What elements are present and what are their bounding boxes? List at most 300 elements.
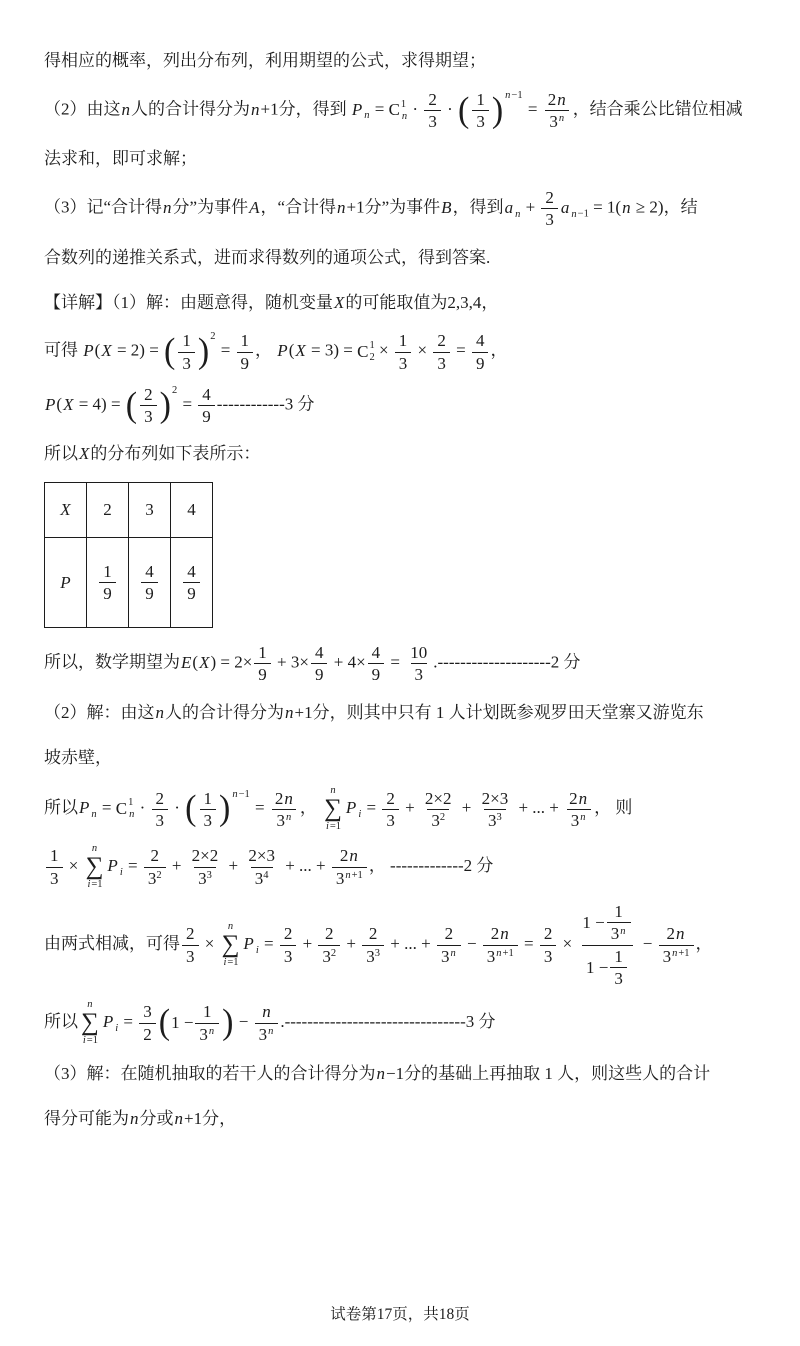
math-variable: n [345,869,351,881]
math-fraction [395,330,412,374]
math-variable: n [129,809,135,821]
math-variable: n [251,99,260,119]
math-variable: P [107,856,118,876]
math-fraction [46,845,63,889]
math-fraction [478,788,513,832]
left-paren: ( [158,1003,171,1042]
math-base: 3 [147,868,157,888]
math-variable: P [79,798,90,818]
math-base: 3 [662,946,672,966]
math-fraction [141,561,158,605]
math-numerator: 1 [182,331,191,351]
math-paren-content [198,788,219,832]
math-variable: n [262,1002,271,1022]
math-variable: X [199,652,210,672]
math-base [106,856,118,875]
math-scripts [431,810,445,831]
math-superscript: 1 [128,797,134,809]
math-fraction [540,923,557,967]
left-paren: ( [185,789,197,829]
math-scripts [441,946,457,967]
math-base [351,100,363,119]
math-numerator: 2 n [569,788,588,808]
math-fraction [271,788,298,832]
math-numerator: 2 [386,788,395,808]
math-variable: n [208,1025,215,1037]
math-superscript: 1 [369,340,375,352]
math-variable: X [101,341,112,361]
math-fraction [195,1001,219,1045]
math-numerator: 1 [203,1002,212,1022]
math-fraction [368,642,385,686]
math-numerator: 2 [155,788,164,808]
math-fraction [198,384,215,428]
math-base: C [115,798,128,818]
math-scripts [102,1012,119,1034]
math-denominator [567,809,591,831]
math-base: 3 [258,1024,268,1044]
math-script-column [369,340,374,364]
math-fraction [607,901,631,945]
math-base: 3 [440,946,450,966]
math-variable: B [441,197,452,217]
cell-x-value-4: 4 [171,483,213,538]
math-variable: i [115,1022,119,1034]
math-base: 3 [610,924,620,944]
math-denominator: 3 [200,809,217,831]
math-exponent: 2 [171,384,178,396]
math-subscript [90,809,97,820]
math-numerator: 2 n [666,924,685,944]
math-variable: n [620,925,626,937]
math-denominator: 2 [139,1023,156,1045]
math-numerator: 4 [314,643,324,663]
math-variable: P [102,1012,114,1031]
math-scripts [242,934,259,956]
cell-x-label [45,483,87,538]
math-numerator: 2 n [547,89,566,109]
math-scripts [345,798,362,820]
math-subscript: 2 [369,352,375,364]
math-fraction [280,923,297,967]
math-base: 3 [322,946,331,966]
math-scripts [560,197,589,220]
math-scripts [116,792,136,827]
math-base: 3 [199,1024,208,1044]
math-fraction [659,923,694,967]
math-denominator: 9 [141,582,158,604]
math-fraction [99,561,116,605]
math-superscript: 3 [374,947,381,959]
math-fraction [318,923,340,967]
page-footer: 试卷第17页，共18页 [330,1306,470,1323]
math-superscript [579,812,586,823]
math-subscript [514,209,521,220]
math-scripts [259,1024,275,1045]
math-numerator: 4 [187,561,196,581]
math-denominator [659,945,694,967]
math-sum-lower-limit: i=1 [325,821,342,833]
math-subscript [357,809,362,820]
math-variable: n [91,843,98,855]
math-variable: n [337,197,346,217]
math-paren-group [164,330,215,374]
para-analysis-part1-end: 得相应的概率，列出分布列，利用期望的公式，求得期望； [44,51,486,70]
math-variable: n [515,208,521,220]
math-variable: P [345,798,357,818]
math-fraction [182,923,199,967]
math-variable: i [82,1034,86,1046]
math-denominator [437,945,461,967]
math-variable: P [243,934,254,954]
math-subscript [114,1023,119,1034]
math-variable: n [268,1025,274,1037]
math-numerator: 2 [437,331,446,351]
math-base [345,798,357,817]
math-scripts [571,810,587,831]
math-paren-group [126,384,177,428]
cell-x-value-2: 2 [87,483,129,538]
math-variable: n [364,110,370,122]
sigma-symbol: ∑ [85,853,104,881]
math-numerator: 2 [325,924,334,944]
math-denominator: 3 [395,352,412,374]
math-fraction [433,330,450,374]
para-pn-and-sum: 所以P $_n$ = C 1 n · $\frac{2}{3}$ · ( $\frac{1}{3}$ ) n−1 = 2 n 3$^n$ ， n ∑ i=1 P $_i$ = $\frac{2}{3}$ + $\frac{2\times 2}{3^2}$ + $\frac{2\times 3}{3^3}$ + ... + 2 n 3$^n$ ， 则 [44,785,633,833]
right-paren: ) [219,789,231,829]
math-fraction [437,923,461,967]
math-numerator: 2 [186,924,195,944]
math-subscript [363,110,370,121]
math-denominator [427,809,449,831]
math-denominator: 3 [433,352,450,374]
math-base: C [357,341,369,361]
math-summation [81,999,99,1047]
math-variable: n [330,785,336,797]
math-numerator: 2 [545,188,554,208]
math-variable: n [130,1108,139,1128]
math-fraction [472,89,489,133]
math-fraction [152,788,169,832]
math-denominator: 3 [541,208,558,230]
math-paren-content [176,330,197,374]
para-analysis-part3: （3）记“合计得n分”为事件A，“合计得n+1分”为事件B，得到a $_n$ + $\frac{2}{3}$ a $_{n-1}$ = 1(n ≥ 2)，结 [44,188,698,230]
math-base: 3 [254,868,264,888]
math-denominator [545,110,569,132]
math-scripts [78,798,98,820]
math-base [560,198,571,217]
math-denominator: 9 [254,663,271,685]
para-expectation: 所以，数学期望为E(X) = 2× $\frac{1}{9}$ + 3× $\frac{4}{9}$ + 4× $\frac{4}{9}$ = $\frac{10}{3}$ .--------------------2 分 [44,643,581,685]
math-superscript [267,1026,274,1037]
right-paren: ) [222,1003,234,1042]
math-base: C [388,100,400,120]
para-subtract: 由两式相减，可得 $\frac{2}{3}$ × n ∑ i=1 P $_i$ = $\frac{2}{3}$ + $\frac{2}{3^2}$ + $\frac{2}{3^3}$ + ... + $\frac{2}{3^n}$ − 2 n $3^{n+1}$ = $\frac{2}{3}$ × 1 − $\frac{1}{3^n}$ 1 − $\frac{1}{3}$ − 2 n $3^{n+1}$ ， [44,902,713,988]
math-fraction [178,330,195,374]
math-numerator: 4 [371,643,381,663]
table-row-p [45,538,213,628]
math-fraction [200,788,217,832]
math-superscript [285,812,292,823]
math-fraction [254,642,271,686]
math-variable: n [505,89,511,101]
sigma-symbol: ∑ [221,931,240,959]
cell-p-value-3 [129,538,171,628]
math-variable: n [558,113,565,125]
math-fraction [255,1001,279,1045]
cell-p-label [45,538,87,628]
math-base [242,934,254,953]
para-analysis-part2-cont: 法求和，即可求解； [44,149,197,169]
math-denominator [251,867,273,889]
math-fraction [472,330,489,374]
math-numerator: 2×2 [424,788,452,808]
math-variable: n [401,110,408,122]
math-numerator: 2 [428,89,437,109]
math-scripts [549,111,565,132]
math-numerator: 2 [444,924,454,944]
math-denominator: 9 [183,582,200,604]
math-variable: n [676,924,685,944]
math-numerator: 1 [476,89,485,109]
math-script-column [128,797,135,821]
math-variable: P [277,341,288,361]
math-base [504,198,515,217]
math-numerator: 1 [203,788,212,808]
math-scripts [611,923,627,944]
math-denominator: 3 [178,352,195,374]
math-scripts [276,810,292,831]
math-scripts [198,868,212,889]
math-variable: n [174,1108,183,1128]
math-summation [86,843,104,891]
math-variable: n [285,702,294,722]
math-numerator: 2 n [339,846,358,866]
math-denominator: 9 [368,663,385,685]
math-base: 3 [366,946,375,966]
math-denominator: 3 [46,867,63,889]
math-scripts [663,946,690,967]
math-subscript [119,867,124,878]
math-base: 3 [276,810,285,830]
math-scripts [148,868,162,889]
math-summation [324,785,342,833]
math-fraction [406,642,431,686]
math-fraction [565,788,592,832]
left-paren: ( [164,332,176,372]
math-superscript: 3 [496,812,502,824]
math-superscript: n+1 [672,947,690,959]
math-variable: n [622,197,631,217]
para-part3-cont: 得分可能为n分或n+1分， [44,1108,237,1128]
math-variable: i [223,957,227,969]
math-scripts [389,93,409,128]
math-variable: A [249,197,260,217]
math-summation [222,921,240,969]
math-variable: n [155,702,164,722]
math-fraction [382,788,399,832]
math-variable: a [560,197,570,217]
math-numerator: 4 [475,331,485,351]
para-detail-px2-px3: 可得 P(X = 2) = ( $\frac{1}{3}$ ) 2 = $\frac{1}{9}$ ， P(X = 3) = C 1 2 × $\frac{1}{3}$ × $\frac{2}{3}$ = $\frac{4}{9}$ ， [44,331,508,373]
math-numerator: 1 [258,643,267,663]
math-scripts [357,335,375,370]
math-paren-group [185,788,250,832]
math-variable: X [60,500,71,520]
math-numerator: 10 [410,643,428,663]
math-paren-content [470,89,491,133]
math-variable: P [351,99,363,119]
table-row-x [45,483,213,538]
cell-x-value-3: 3 [129,483,171,538]
math-exponent: n−1 [232,788,250,800]
math-paren-content: 1 − $\frac{1}{3^n}$ [171,1001,221,1045]
math-denominator: 3 [472,110,489,132]
math-superscript: 1 [400,98,407,110]
math-variable: i [255,944,259,956]
para-sum-result: 所以 n ∑ i=1 P $_i$ = $\frac{3}{2}$ ( 1 − $\frac{1}{3^n}$ ) − $\frac{n}{3^n}$ .--------------------------------3 分 [44,999,496,1046]
math-variable: n [91,808,97,820]
para-table-intro: 所以X的分布列如下表所示： [44,444,261,464]
math-scripts [322,946,336,967]
sigma-symbol: ∑ [324,795,342,823]
math-numerator: 1 [240,331,250,351]
math-scripts [366,946,380,967]
math-script-column [401,99,408,123]
math-denominator: 9 [311,663,328,685]
math-variable: X [334,292,345,312]
math-sum-lower-limit: i=1 [223,957,239,969]
math-numerator: 2 [368,924,378,944]
math-base: 3 [431,810,440,830]
math-fraction [188,845,223,889]
math-numerator: 2 n [490,924,509,944]
math-numerator: 2 [543,924,553,944]
math-numerator: 4 [202,384,211,404]
math-denominator: 3 [424,110,441,132]
math-denominator: 1 − $\frac{1}{3}$ [582,945,633,990]
math-superscript [208,1026,215,1037]
math-denominator: 3 [610,967,627,989]
cell-p-value-4 [171,538,213,628]
math-variable: i [119,866,123,878]
para-part2-intro-cont: 坡赤壁， [44,747,112,767]
math-base: 3 [486,946,496,966]
para-part3-intro: （3）解：在随机抽取的若干人的合计得分为n−1分的基础上再抽取 1 人，则这些人的合计 [44,1064,711,1084]
math-scripts [255,868,269,889]
math-subscript [401,111,408,123]
math-variable: E [181,652,192,672]
math-numerator: 3 [143,1002,152,1022]
math-fraction [610,946,627,990]
math-fraction [237,330,254,374]
para-part2-intro: （2）解：由这n人的合计得分为n+1分，则其中只有 1 人计划既参观罗田天堂寨又游览东 [44,702,704,722]
math-fraction [362,923,384,967]
math-superscript [449,948,456,959]
math-scripts [487,946,514,967]
math-paren-group [458,89,523,133]
para-analysis-part2: （2）由这n人的合计得分为n+1分，得到 P $_n$ = C 1 n · $\frac{2}{3}$ · ( $\frac{1}{3}$ ) n−1 = 2 n 3$^n$ ，结合乘公比错位相减 [44,89,743,132]
math-variable: n [672,947,678,959]
math-subscript [255,945,260,956]
math-denominator [318,945,340,967]
math-denominator: 3 [411,663,428,685]
math-fraction [183,561,200,605]
math-numerator: 1 [398,331,408,351]
math-denominator: 9 [237,352,254,374]
math-fraction [332,845,367,889]
para-one-third-sum: $\frac{1}{3}$ × n ∑ i=1 P $_i$ = $\frac{2}{3^2}$ + $\frac{2\times 2}{3^3}$ + $\frac{2\times 3}{3^4}$ + ... + 2 n $3^{n+1}$ ， -------------2 分 [44,843,756,891]
math-superscript: 2 [439,812,446,824]
para-analysis-part3-cont: 合数列的递推关系式，进而求得数列的通项公式，得到答案. [44,247,491,267]
math-superscript: 2 [156,869,162,881]
math-denominator [484,809,506,831]
math-variable: n [121,99,130,119]
math-denominator: 9 [198,405,215,427]
math-numerator: 2×3 [481,788,509,808]
math-sum-lower-limit: i=1 [82,1034,98,1046]
math-base: 3 [570,810,580,830]
math-numerator: 2 [150,846,159,866]
math-fraction [144,845,166,889]
math-variable: n [557,89,566,109]
math-numerator: 2 [144,384,153,404]
math-numerator: 1 [50,846,59,866]
math-fraction [311,642,328,686]
math-variable: X [79,444,90,464]
math-variable: i [325,821,329,833]
math-numerator: 1 [614,946,623,966]
para-detail-px4: P(X = 4) = ( $\frac{2}{3}$ ) 2 = $\frac{4}{9}$ ------------3 分 [45,384,315,427]
math-scripts [336,868,363,889]
math-base [102,1012,114,1031]
math-variable: i [358,808,362,820]
math-variable: n [571,208,577,220]
math-superscript [619,926,626,937]
math-variable: n [285,812,292,824]
math-fraction [578,901,636,989]
math-numerator [257,1001,276,1022]
math-fraction [140,384,157,428]
math-fraction [244,845,279,889]
math-variable: i [87,879,91,891]
math-variable: n [496,947,502,959]
right-paren: ) [197,332,210,372]
math-numerator: 2×3 [248,846,275,866]
math-exponent: 2 [210,331,216,343]
math-variable: n [284,788,293,808]
math-scripts [504,197,522,220]
math-numerator: 1 [614,902,623,922]
math-denominator [194,867,216,889]
math-denominator [195,1023,219,1045]
cell-p-value-2 [87,538,129,628]
math-denominator: 3 [540,945,557,967]
sigma-symbol: ∑ [81,1009,99,1037]
math-denominator [144,867,166,889]
right-paren: ) [159,385,171,425]
math-variable: n [580,812,586,824]
math-variable: n [450,947,456,959]
math-fraction [139,1001,156,1045]
math-variable: n [376,1064,385,1084]
math-variable: n [500,924,509,944]
left-paren: ( [458,90,470,130]
math-superscript: n+1 [345,869,363,881]
math-denominator [483,945,518,967]
math-variable: n [232,788,238,800]
math-numerator: 2 [283,924,293,944]
